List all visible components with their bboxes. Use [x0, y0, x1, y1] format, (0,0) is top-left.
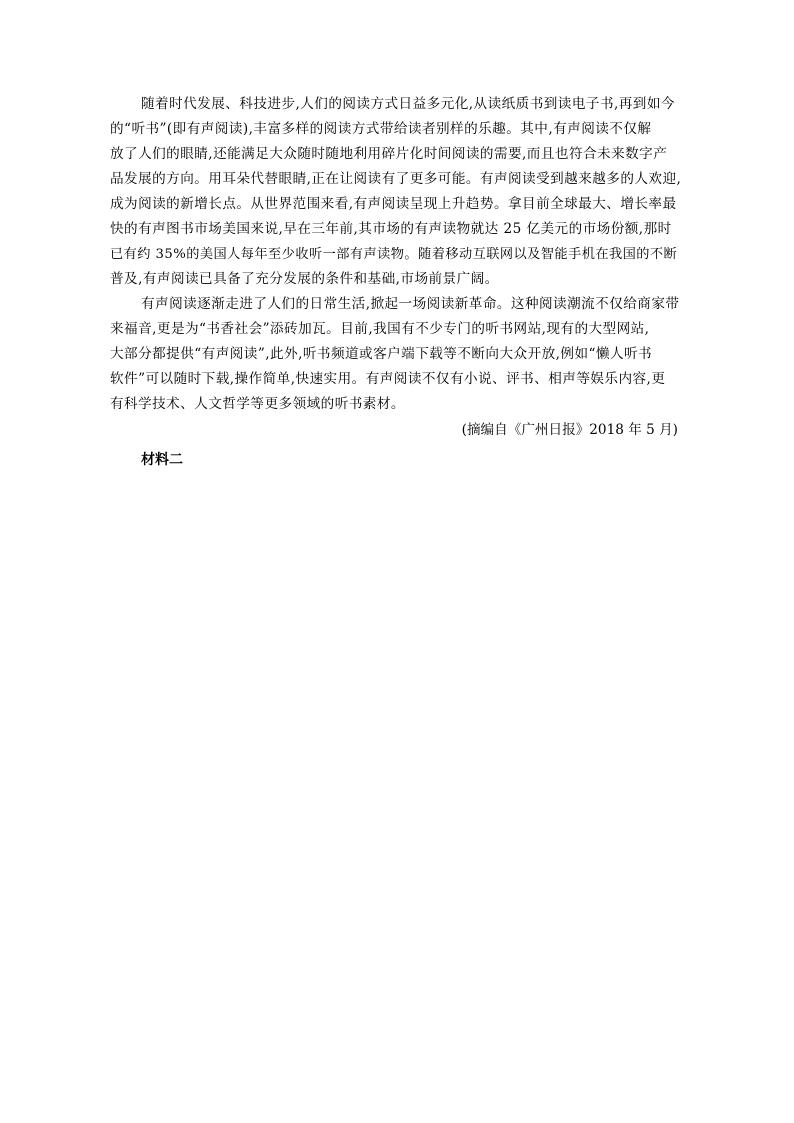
- paragraph-1-line: 品发展的方向。用耳朵代替眼睛,正在让阅读有了更多可能。有声阅读受到越来越多的人欢迎,: [110, 171, 682, 187]
- document-page: [110, 92, 684, 473]
- paragraph-1: [110, 92, 684, 292]
- paragraph-2-line: 来福音,更是为“书香社会”添砖加瓦。目前,我国有不少专门的听书网站,现有的大型网站,: [110, 321, 650, 337]
- paragraph-1-line: 随着时代发展、科技进步,人们的阅读方式日益多元化,从读纸质书到读电子书,再到如今: [141, 96, 675, 112]
- paragraph-2: [110, 292, 684, 417]
- paragraph-1-line: 放了人们的眼睛,还能满足大众随时随地利用碎片化时间阅读的需要,而且也符合未来数字产: [110, 146, 668, 162]
- paragraph-1-line: 快的有声图书市场美国来说,早在三年前,其市场的有声读物就达 25 亿美元的市场份额,那时: [110, 221, 672, 237]
- paragraph-1-line: 的“听书”(即有声阅读),丰富多样的阅读方式带给读者别样的乐趣。其中,有声阅读不仅解: [110, 121, 652, 137]
- paragraph-1-line: 成为阅读的新增长点。从世界范围来看,有声阅读呈现上升趋势。拿目前全球最大、增长率最: [110, 196, 677, 212]
- paragraph-1-line: 已有约 35%的美国人每年至少收听一部有声读物。随着移动互联网以及智能手机在我国的不断: [110, 247, 678, 262]
- paragraph-2-line: 大部分都提供“有声阅读”,此外,听书频道或客户端下载等不断向大众开放,例如“懒人听书: [110, 346, 653, 362]
- paragraph-2-line: 有声阅读逐渐走进了人们的日常生活,掀起一场阅读新革命。这种阅读潮流不仅给商家带: [141, 296, 680, 312]
- paragraph-2-line: 有科学技术、人文哲学等更多领域的听书素材。: [110, 396, 405, 412]
- paragraph-2-line: 软件”可以随时下载,操作简单,快速实用。有声阅读不仅有小说、评书、相声等娱乐内容,更: [110, 371, 666, 387]
- paragraph-1-line: 普及,有声阅读已具备了充分发展的条件和基础,市场前景广阔。: [110, 271, 499, 287]
- source-citation: (摘编自《广州日报》2018 年 5 月): [461, 422, 678, 438]
- section-heading: 材料二: [141, 452, 183, 468]
